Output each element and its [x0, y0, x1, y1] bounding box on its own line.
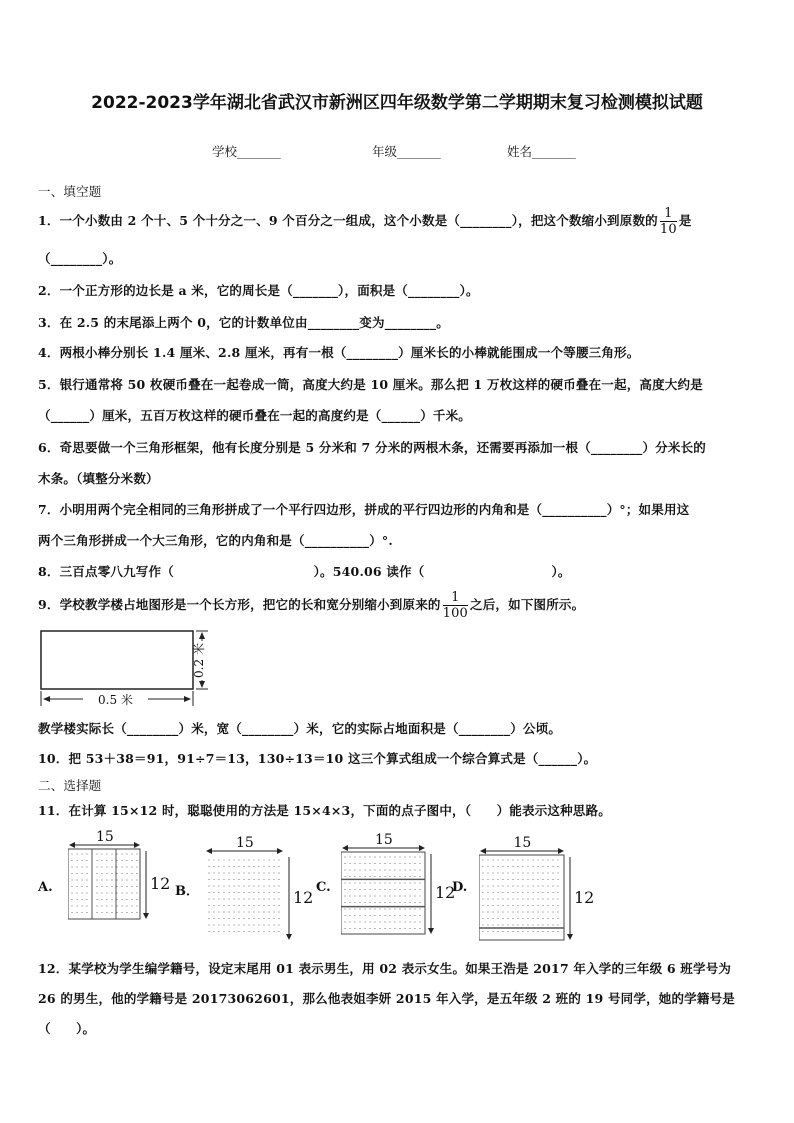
- question-12-cont2: （ ）。: [38, 1021, 96, 1036]
- denominator: 10: [659, 222, 677, 237]
- q9-text-end: 之后，如下图所示。: [470, 597, 585, 612]
- q1-text-end: 是: [678, 213, 692, 228]
- section-heading: 二、选择题: [38, 778, 102, 793]
- question-10: 10．把 53＋38＝91，91÷7＝13，130÷13＝10 这三个算式组成一个综合算式是（______）。: [38, 751, 597, 766]
- option-label[interactable]: C.: [316, 880, 331, 895]
- width-label: 0.5 米: [98, 693, 133, 707]
- question-2: 2．一个正方形的边长是 a 米，它的周长是（_______），面积是（________）。: [38, 283, 479, 298]
- question-8: 8．三百点零八九写作（ ）。540.06 读作（ ）。: [38, 564, 571, 579]
- height-label: 12: [293, 887, 314, 907]
- width-label: 15: [375, 832, 393, 848]
- question-1: [38, 206, 692, 237]
- question-5-cont: （______）厘米，五百万枚这样的硬币叠在一起的高度约是（______）千米。: [38, 408, 472, 423]
- page-title: 2022-2023学年湖北省武汉市新洲区四年级数学第二学期期末复习检测模拟试题: [91, 93, 703, 113]
- width-label: 15: [236, 835, 254, 851]
- question-3: 3．在 2.5 的末尾添上两个 0，它的计数单位由________变为________。: [38, 315, 449, 330]
- option-label[interactable]: A.: [38, 880, 53, 895]
- dot-grid-figure[interactable]: [479, 837, 604, 944]
- option-label[interactable]: D.: [452, 880, 468, 895]
- question-1-cont: （________）。: [38, 251, 122, 266]
- numerator: 1: [660, 206, 677, 222]
- question-11: 11．在计算 15×12 时，聪聪使用的方法是 15×4×3，下面的点子图中，（ ）能表示这种思路。: [38, 803, 611, 818]
- grade-field: 年级_______: [372, 144, 441, 159]
- question-9: [38, 590, 584, 621]
- fraction: [660, 206, 677, 237]
- height-label: 0.2 米: [191, 643, 206, 678]
- school-field: 学校_______: [212, 144, 281, 159]
- dot-grid-figure[interactable]: [341, 832, 468, 938]
- option-label[interactable]: B．: [175, 884, 199, 899]
- question-9-cont: 教学楼实际长（________）米，宽（________）米，它的实际占地面积是（________）公顷。: [38, 721, 562, 736]
- fraction: [443, 590, 468, 621]
- question-12: 12．某学校为学生编学籍号，设定末尾用 01 表示男生，用 02 表示女生。如果王浩是 2017 年入学的三年级 6 班学号为: [38, 961, 732, 976]
- section-heading: 一、填空题: [38, 184, 102, 199]
- q9-text: 9．学校教学楼占地图形是一个长方形，把它的长和宽分别缩小到原来的: [38, 597, 441, 612]
- height-label: 12: [150, 874, 171, 893]
- width-label: 15: [96, 829, 114, 845]
- question-7: 7．小明用两个完全相同的三角形拼成了一个平行四边形，拼成的平行四边形的内角和是（__________）°；如果用这: [38, 502, 690, 517]
- rectangle-diagram: [38, 628, 218, 708]
- question-6: 6．奇思要做一个三角形框架，他有长度分别是 5 分米和 7 分米的两根木条，还需要再添加一根（________）分米长的: [38, 440, 707, 455]
- width-label: 15: [513, 835, 532, 851]
- dot-grid-figure[interactable]: [68, 831, 180, 923]
- dot-grid-figure[interactable]: [205, 837, 323, 944]
- name-field: 姓名_______: [507, 144, 576, 159]
- denominator: 100: [442, 606, 469, 621]
- numerator: 1: [443, 590, 468, 606]
- height-label: 12: [435, 883, 456, 902]
- question-5: 5．银行通常将 50 枚硬币叠在一起卷成一筒，高度大约是 10 厘米。那么把 1 万枚这样的硬币叠在一起，高度大约是: [38, 377, 703, 392]
- height-label: 12: [574, 887, 595, 907]
- q1-text: 1．一个小数由 2 个十、5 个十分之一、9 个百分之一组成，这个小数是（________），把这个数缩小到原数的: [38, 213, 658, 228]
- question-4: 4．两根小棒分别长 1.4 厘米、2.8 厘米，再有一根（________）厘米长的小棒就能围成一个等腰三角形。: [38, 345, 640, 360]
- question-7-cont: 两个三角形拼成一个大三角形，它的内角和是（__________）°.: [38, 533, 393, 548]
- question-6-cont: 木条。（填整分米数）: [38, 471, 159, 486]
- question-12-cont: 26 的男生，他的学籍号是 20173062601，那么他表姐李妍 2015 年入学，是五年级 2 班的 19 号同学，她的学籍号是: [38, 991, 735, 1006]
